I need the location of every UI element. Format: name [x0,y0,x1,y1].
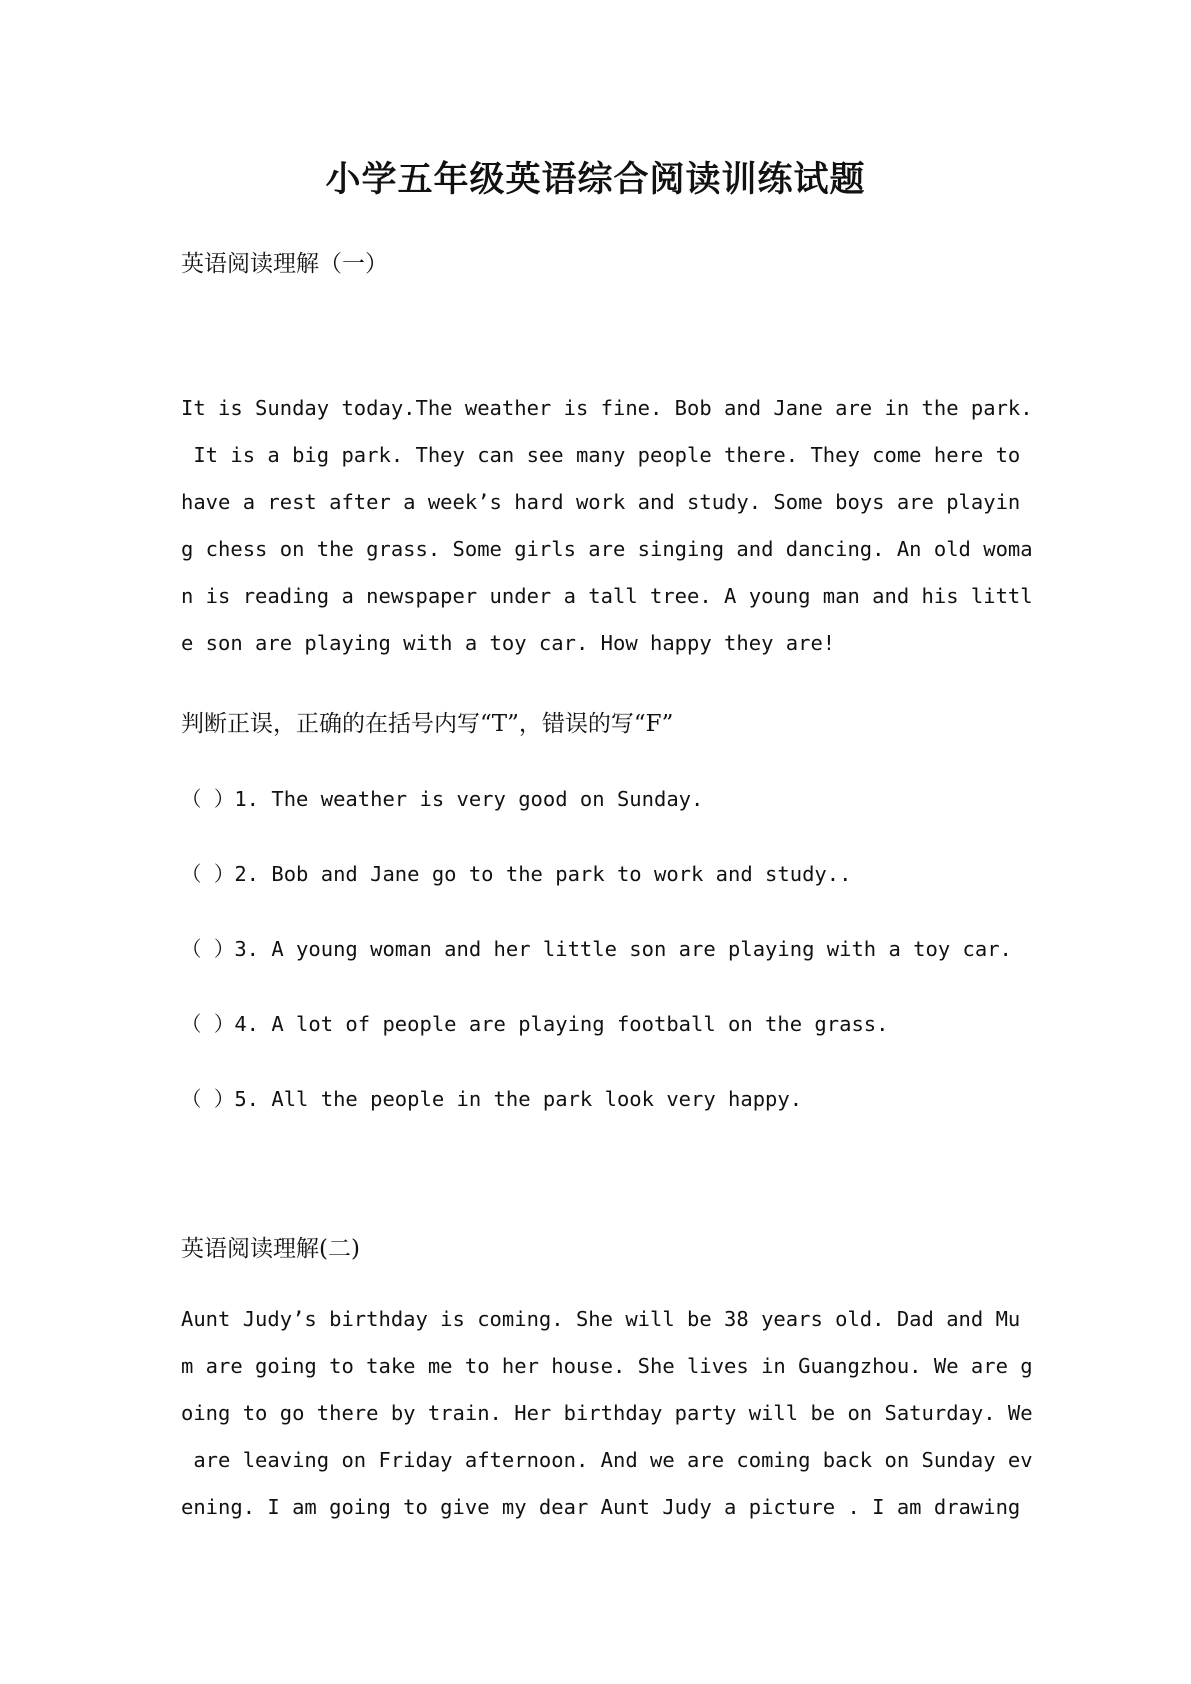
passage-line: It is a big park. They can see many people there. They come here to [181,443,1021,467]
section1-heading: 英语阅读理解（一） [181,251,388,277]
passage-line: Aunt Judy’s birthday is coming. She will be 38 years old. Dad and Mu [181,1307,1021,1331]
section1-passage [181,385,1033,667]
passage-line: g chess on the grass. Some girls are singing and dancing. An old woma [181,537,1033,561]
passage-line: oing to go there by train. Her birthday party will be on Saturday. We [181,1401,1033,1425]
passage-line: n is reading a newspaper under a tall tree. A young man and his littl [181,584,1033,608]
passage-line: m are going to take me to her house. She lives in Guangzhou. We are g [181,1354,1033,1378]
passage-line: It is Sunday today.The weather is fine. Bob and Jane are in the park. [181,396,1033,420]
passage-line: ening. I am going to give my dear Aunt Judy a picture . I am drawing [181,1495,1021,1519]
question-1: （ ）1. The weather is very good on Sunday. [181,787,704,811]
document-title: 小学五年级英语综合阅读训练试题 [325,159,866,200]
question-5: （ ）5. All the people in the park look very happy. [181,1087,803,1111]
section1-instruction: 判断正误，正确的在括号内写“T”，错误的写“F” [181,711,674,737]
question-2: （ ）2. Bob and Jane go to the park to work and study.. [181,862,852,886]
question-4: （ ）4. A lot of people are playing football on the grass. [181,1012,889,1036]
section2-heading: 英语阅读理解(二) [181,1236,360,1262]
passage-line: have a rest after a week’s hard work and study. Some boys are playin [181,490,1021,514]
question-3: （ ）3. A young woman and her little son are playing with a toy car. [181,937,1012,961]
section2-passage [181,1296,1033,1531]
passage-line: e son are playing with a toy car. How happy they are! [181,631,836,655]
passage-line: are leaving on Friday afternoon. And we are coming back on Sunday ev [181,1448,1033,1472]
